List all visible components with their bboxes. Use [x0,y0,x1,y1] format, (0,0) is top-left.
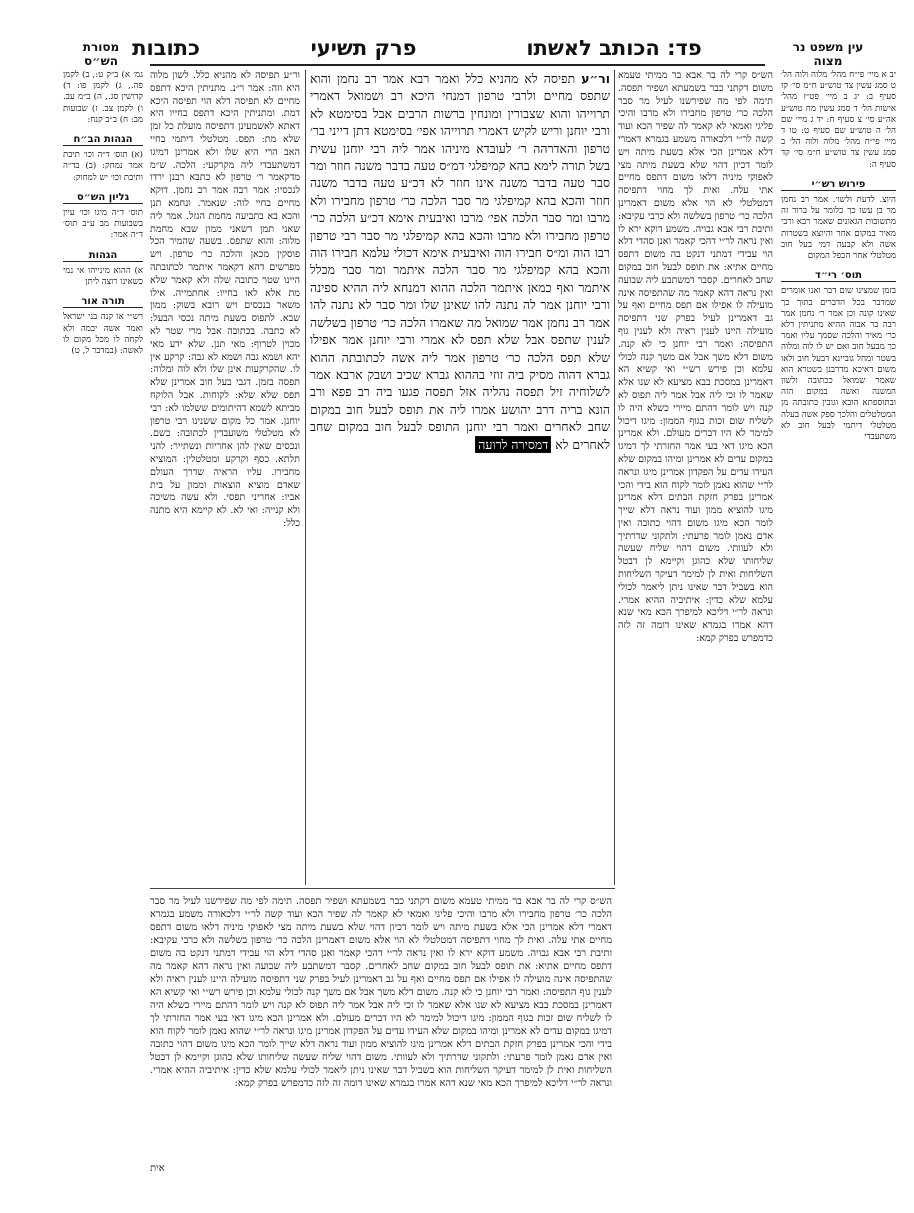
ein-mishpat-text: יב א מיי׳ פי״ח מהל׳ מלוה ולוה הל׳ ט סמג עשין צד טוש״ע ח״מ סי׳ קז סעיף ב: יג ב מיי׳ פט״ז מהל׳ אישות הל׳ ד סמג עשין מח טוש״ע אה״ע סי׳ צ סעיף ח: יד ג מיי׳ שם הל׳ ה טוש״ע שם סעיף ט: טו ד מיי׳ פי״ח מהל׳ מלוה ולוה הל׳ ב סמג עשין צד טוש״ע ח״מ סי׳ קד סעיף ה: [781,70,896,170]
gilyon-title: גליון הש״ס [63,192,143,204]
bottom-commentary [150,895,612,1157]
masoret-label: מסורת הש״ס [82,40,120,68]
tosafot-rid-text: בזמן שמצינו שום דבר ואנו אומרים שמדבר בכל הדברים בתוך כך שאינו קונה וכן אמר ר׳ נחמן אמר רבה בר אבוה ההיא מתניתין דלא כר׳ מאיר והלכה שסמך עליו ואמר כך מבעל חוב ואם יש לו לוה ומלוה בשטר ומחל גוביינא דבעל חוב ולאו משום דאיכא מדרבנן בשטרא הוא שאמר שמואל ככתובה ולשון המשנה ואשה במקום הזה ובתוספתא הובא וגובין כתובתה מן המטלטלים והלכך ספק אשה בעלה מטלטלי דיתמי לבעל חוב לא משתעבדי [781,286,896,443]
rashi-gemara-divider [305,70,306,885]
bottom-section-rule [150,888,615,889]
tosafot-column [618,70,773,1150]
torah-or-text: רש״י או קנה בני ישראל ואמר אשה יבמה ולא לקחה לו מכל מקום לו לאשה: (במדבר ל, ט) [63,312,143,357]
gemara-boxed-term: דמסירה לרועה [475,436,551,453]
tosafot-rid-title: תוס׳ רי״ד [781,270,896,282]
gemara-tosafot-divider [614,70,615,885]
rashi-text: ור״ע תפיסה לא מהניא כלל. לשון מלוה היא וזה: אמר ר״נ. מתניתין היכא דתפס מחיים לא תפיסה דלא הוי תפיסה היכא דמת. ומתניתין היכא דתפס בחייו היא דאתא לאשמעינן דתפיסה מועלת כל זמן שלא מת: תפס. מטלטלי דיתמי בחיי האב הרי היא שלו ולא אמרינן דמיגו דמשתעבדי ליה מקרקעי: הלכה. ש״מ מדקאמר ר׳ טרפון לא כתבא רבנן ירדו לנכסיו: אמר רבה אמר רב נחמן. דוקא מחיים בחיי לוה: שנאמר. ונחמא תנן והכא בא בתביעה מחמת הגזל. אמר ליה שאני תמן דשאני ממון שבא מחמת מלוה: והוא שתפס. בשעה שהמיר הכל פוסקין מכאן והלכה כר׳ טרפון. ויש מפרשים דהא דקאמר איתמר לכתובתה היינו שטר כתובה שלה ולא קאמר שלא מת אלא לאו בחייו: אחתמייה. אילו משאר בנכסים ויש רובא בשוק: ממון שבא. לתפוס בשעת מיתה נכסי הבעל: לא כתבה. בכתובה אבל מרי שטר לא מכוין לטרוף: מאי תנן. שלא ידע מאי יהא ושמא גבה ושמא לא גבה: קרקע אין לו. שהקרקעות אינן שלו ולא לוה ומלוה: תפסה בזמן. דגבי בעל חוב אמרינן שלא תפס שלא שלא: לקוחות. אבל הלוקח מביתא לשמא דהיתומים ששלמו לא: רבי יוחנן. אמר כל מקום ששנינו רבי טרפון לא מטלטלי משועבדין לכתובה: כשם. ונכסים שאין להן אחריות ונשתייר: להני תלתא. כסף וקרקע ומטלטלין: המוציא מחבירו. עליו הראיה שדרך העולם שאדם מוציא הוצאות וממון על בית אביו: אחריני תפסי. ולא עשה משיכה ולא קנייה: ואי לא. לא קיימא היא מתנה כלל: [150,70,300,529]
gilyon-text: תוס׳ ד״ה מיגו וכו׳ עיין בשבועות מב ע״ב תוס׳ ד״ה אמר: [63,208,143,241]
page-title-left: כתובות [132,36,200,60]
tosafot-text: הש״ס קרי לה בר אבא בר ממיתי טעמא משום דקתני כבר בשמעתא ושפיר תפסה. תימה לפי מה שפירשנו לעיל מר סבר הלכה כר׳ טרפון מחבירו ולא מרבו והיכי פליגי ואמאי לא קאמר לה שפיר הכא ועוד קשה לר״י דלכאורה משמע בגמרא דאמרי דלא אמרינן הכי אלא בשעת מיתה ויש לומר דכיון דהוי שלא בשעת מיתה מצי לאפוקי מיניה דלאו משום דתפס מחיים אתי עלה. ואית לך מחוי דתפיסה דמטלטלי לא הוי אלא משום דאמרינן הלכה כר׳ טרפון בשלשה ולא כרבי עקיבא: ותיבת רבי אבא גבויה. משמע דוקא ירא לו ואין נראה לר״י דהכי קאמר ואנן סהדי דלא הוי עבידי דמתני דנקט בה משום דתפס מחיים אתיא: את תופס לבעל חוב במקום שחב לאחרים. קסבר דמשתבע ליה שבועה ואין נראה דהא קאמר מה שהתפיסה אינה מועילה לו אפילו אם תפס מחיים ואף על גב דאמרינן לעיל בפרק שני דתפיסה מועילה היינו לענין ראיה ולא לענין גוף התפיסה: ואמר רבי יוחנן כי לא קנה. משום דלא משך אבל אם משך קנה לכולי עלמא וכן פירש רש״י ואי קשיא הא דאמרינן במסכת בבא מציעא לא שנו אלא שאמר לו זכי ליה אבל אמר ליה תפוס לא קנה ויש לומר דהתם מיירי כשלא היה לו לשליח שום זכות בגוף הממון: מיגו דיכול למימר לא היו דברים מעולם. ולא אמרינן הכא מיגו דאי בעי אמר החזרתי לך דמיגו במקום עדים לא אמרינן ומיהו במקום שלא העידו עדים על הפקדון אמרינן מיגו ונראה לר״י שהוא נאמן לומר לקוח הוא בידי והכי אמרינן בפרק חזקת הבתים דלא אמרינן מיגו להוציא ממון ועוד נראה דלא שייך לומר הכא מיגו משום דהוי כתובה ואין אדם נאמן לומר פרעתי: ולתקוני שדרתיך ולא לעוותי. משום דהוי שליח שעשה שליחותו שלא כהוגן וקיימא לן דבטל השליחות ואית לן למימר דעיקר השליחות הוא בשביל דבר שאינו ניתן ליאמר לכולי עלמא שלא כדין: איתיביה ההיא אמרי. ונראה לר״י דליכא למיפרך הכא מאי שנא דהא אמרו בגמרא שאינו דומה זה לזה כדמפרש בפרק קמא: [618,70,773,645]
hagahot-title: הגהות [63,250,143,262]
gemara-column [310,70,610,885]
catchword: אית [150,1163,165,1174]
right-margin-column [781,70,896,1170]
rashi-section-title: פירוש רש״י [781,179,896,191]
header-rule [150,64,765,66]
page-title-chapter: פרק תשיעי [310,36,417,60]
rashi-column [150,70,300,885]
torah-or-title: תורה אור [63,296,143,308]
masoret-text: גמ׳ א) ב״ק ט:, ב) לקמן פה., ג) לקמן פו: ד) קדושין סג., ה) ב״מ עב. ו) לקמן צב. ז) שבועות מב: ח) ב״ב קנח: [63,70,143,125]
rashi-margin-text: היוצ. לדעת ולשו׳. אמר רב נחמן מר בן עשו כך כלומר על ברור זה מתשובות הגאונים שאמר רבא ורבי מאיר במקום אחר והיוצא בשטרות אשה ולא קבעה דמי בעל חוב מטלטלי אחר הכפל המקום [781,195,896,262]
hagahot-text: א) ההוא מינייהו אי נמי כשאינו רוצה ליתן [63,265,143,288]
ein-mishpat-label: עין משפט נר מצוה [792,40,864,68]
left-margin-column [63,70,143,650]
bottom-commentary-text: הש״ס קרי לה בר אבא בר ממיתי טעמא משום דקתני כבר בשמעתא ושפיר תפסה. תימה לפי מה שפירשנו לעיל מר סבר הלכה כר׳ טרפון מחבירו ולא מרבו והיכי פליגי ואמאי לא קאמר לה שפיר הכא ועוד קשה לר״י דלכאורה משמע בגמרא דאמרי דלא אמרינן הכי אלא בשעת מיתה ויש לומר דכיון דהוי שלא בשעת מיתה מצי לאפוקי מיניה דלאו משום דתפס מחיים אתי עלה. ואית לך מחוי דתפיסה דמטלטלי לא הוי אלא משום דאמרינן הלכה כר׳ טרפון בשלשה ולא כרבי עקיבא: ותיבת רבי אבא גבויה. משמע דוקא ירא לו ואין נראה לר״י דהכי קאמר ואנן סהדי דלא הוי עבידי דמתני דנקט בה משום דתפס מחיים אתיא: את תופס לבעל חוב במקום שחב לאחרים. קסבר דמשתבע ליה שבועה ואין נראה דהא קאמר מה שהתפיסה אינה מועילה לו אפילו אם תפס מחיים ואף על גב דאמרינן לעיל בפרק שני דתפיסה מועילה היינו לענין ראיה ולא לענין גוף התפיסה: ואמר רבי יוחנן כי לא קנה. משום דלא משך אבל אם משך קנה לכולי עלמא וכן פירש רש״י ואי קשיא הא דאמרינן במסכת בבא מציעא לא שנו אלא שאמר לו זכי ליה אבל אמר ליה תפוס לא קנה ויש לומר דהתם מיירי כשלא היה לו לשליח שום זכות בגוף הממון: מיגו דיכול למימר לא היו דברים מעולם. ולא אמרינן הכא מיגו דאי בעי אמר החזרתי לך דמיגו במקום עדים לא אמרינן ומיהו במקום שלא העידו עדים על הפקדון אמרינן מיגו ונראה לר״י שהוא נאמן לומר לקוח הוא בידי והכי אמרינן בפרק חזקת הבתים דלא אמרינן מיגו להוציא ממון ועוד נראה דלא שייך לומר הכא מיגו משום דהוי כתובה ואין אדם נאמן לומר פרעתי: ולתקוני שדרתיך ולא לעוותי. משום דהוי שליח שעשה שליחותו שלא כהוגן וקיימא לן דבטל השליחות ואית לן למימר דעיקר השליחות הוא בשביל דבר שאינו ניתן ליאמר לכולי עלמא שלא כדין: איתיביה ההיא אמרי. ונראה לר״י דליכא למיפרך הכא מאי שנא דהא אמרו בגמרא שאינו דומה זה לזה כדמפרש בפרק קמא: [150,896,612,1089]
hagahot-bach-title: הגהות הב״ח [63,134,143,146]
gemara-text: תפיסה לא מהניא כלל ואמר רבא אמר רב נחמן והוא שתפס מחיים ולרבי טרפון דמנחי היכא רב ושמואל דאמרי תרוייהו והוא שצבורין ומונחין ברשות הרבים אבל בסימטא לא ורבי יוחנן וריש לקיש דאמרי תרוייהו אפי׳ בסימטא דתן דייני בר׳ טרפון והאדרהה ר׳ לעובדא מיניהו אמר ליה רבי יוחנן עשית בשל תורה לימא בהא קמיפלגי דמ״ס טעה בדבר משנה חוזר ומר סבר טעה בדבר משנה אינו חוזר לא דכ״ע טעה בדבר משנה חוזר והכא בהא קמיפלגי מר סבר הלכה כר׳ טרפון מחבירו ולא מרבו ומר סבר הלכה אפי׳ מרבו ואיבעית אימא דכ״ע הלכה כר׳ טרפון מחבירו ולא מרבו והכא בהא קמיפלגי מר סבר רבי טרפון רבו הוה ומ״ס חבירו הוה ואיבעית אימא דכולי עלמא חבירו הוה והכא בהא קמיפלגי מר סבר הלכה איתמר ומר סבר מכלל איתמר ואף כמאן איתמר הלכה ההוא דמנחא ליה ההיא ספינה ורבי יוחנן אמר לה נתנה להו שאינן שלו ומר סבר לא נתנה להו אמר רב נחמן אמר שמואל מה שאמרו הלכה כר׳ טרפון בשלשה לענין שתפס אבל שלא תפס לא אמרי ורבי יוחנן אמר אפילו שלא תפס הלכה כר׳ טרפון אמר ליה אשה לכתובתה ההוא גברא דהוה מסיק ביה זוזי בההוא גברא שכיב ושבק ארבא אמר לשלוחיה זיל תפסה נהליה אזל תפסה פגעו ביה רב פפא ורב הונא בריה דרב יהושע אמרו ליה את תופס לבעל חוב במקום שחב לאחרים ואמר רבי יוחנן התופס לבעל חוב במקום שחב לאחרים לא [310,71,610,452]
hagahot-bach-text: (א) תוס׳ ד״ה וכו׳ תיבת אמר נמחק: (ב) בד״ה ותיבת וכו׳ יש למחוק: [63,150,143,183]
gemara-opening-word: ור״ע [581,71,610,86]
page-title-folio: פד: הכותב לאשתו [526,36,702,60]
